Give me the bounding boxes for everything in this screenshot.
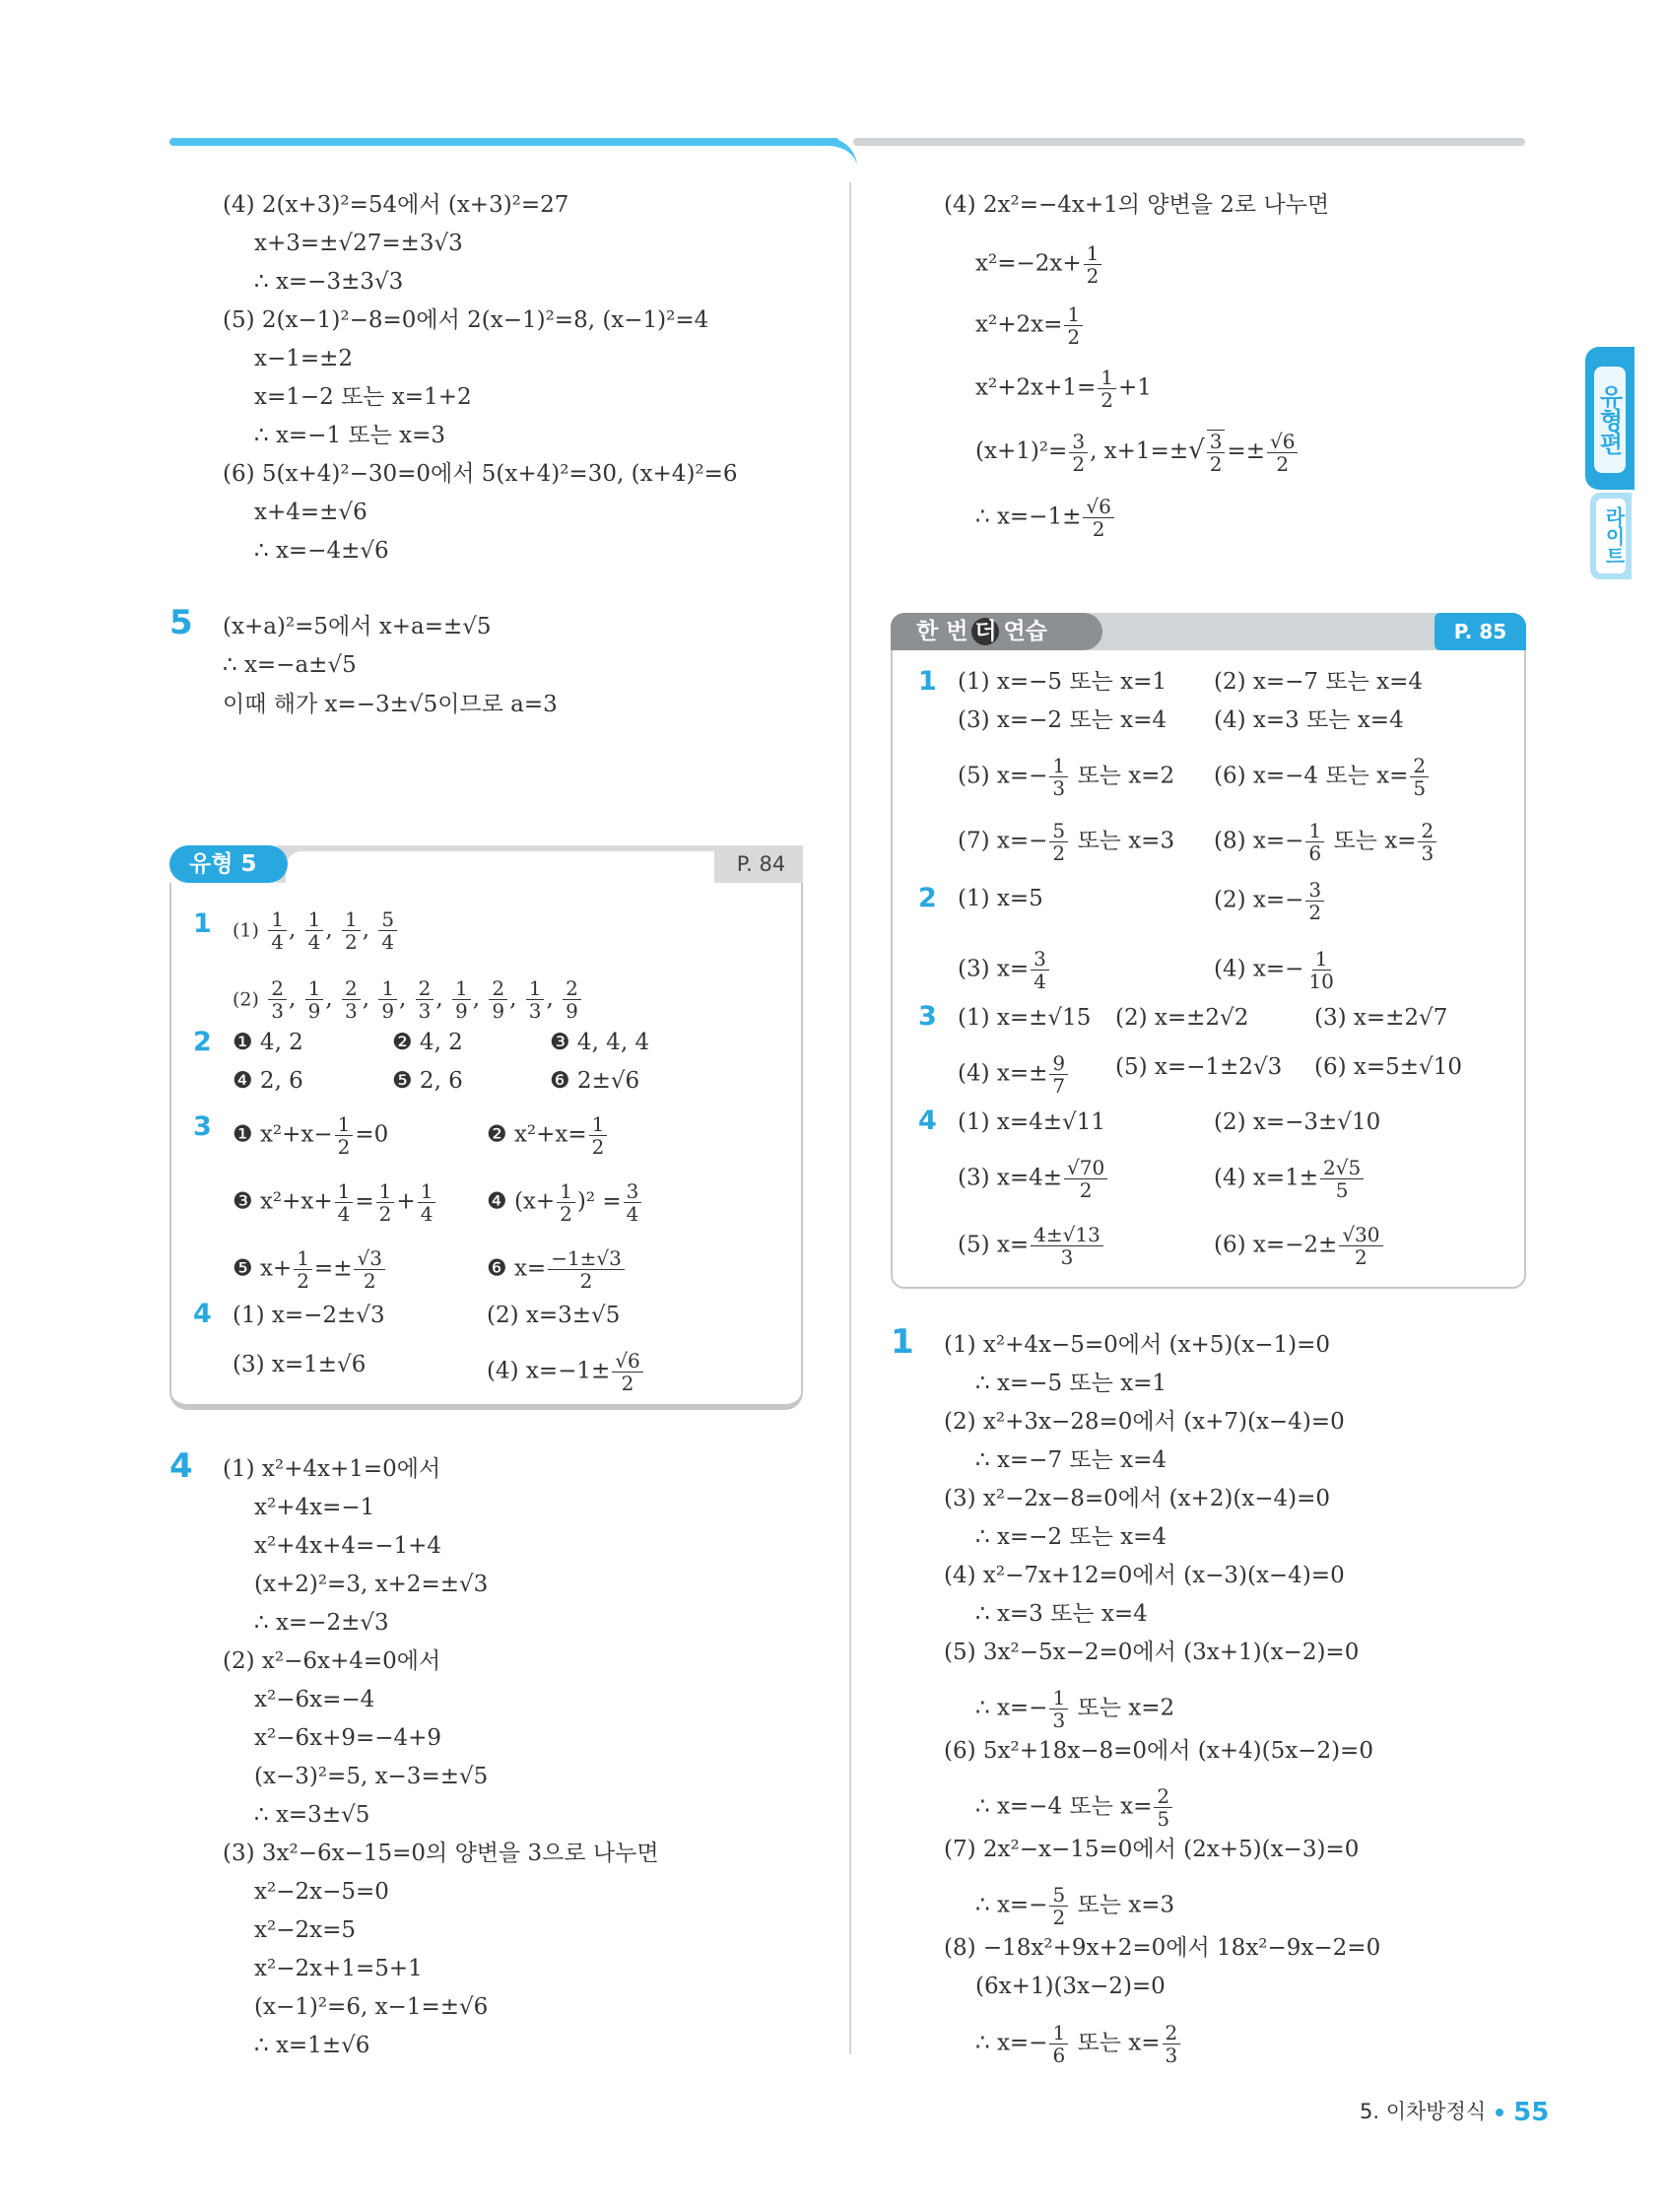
text-line: (8) −18x²+9x+2=0에서 18x²−9x−2=0 [944,1935,1381,1961]
text-line: ❷ 4, 2 [392,1030,463,1055]
answer-row: ∴ x=− $\frac{5}{2}$ 또는 x=3 [975,1883,1175,1929]
text-line: x+3=±√27=±3√3 [254,231,463,256]
text-line: (6x+1)(3x−2)=0 [975,1974,1166,1999]
text-line: x²+4x=−1 [254,1495,375,1520]
answer-row: (x+1)²= $\frac{3}{2}$ , x+1=±√ $\frac{3}{2}$ =± $\frac{√6}{2}$ [975,430,1300,475]
answer-row: ❻ x= $\frac{-1\pm√3}{2}$ [487,1247,627,1292]
text-line: x=1−2 또는 x=1+2 [254,384,472,410]
fraction: $\frac{2}{3}$ [416,977,434,1022]
fraction: $\frac{1}{3}$ [1049,755,1068,799]
text-line: ❹ 2, 6 [233,1068,303,1094]
answer-row: (2) x=− $\frac{3}{2}$ [1214,879,1326,923]
column-divider [849,182,851,2054]
text-line: (3) 3x²−6x−15=0의 양변을 3으로 나누면 [223,1841,659,1866]
fraction: $\frac{√3}{2}$ [354,1247,384,1292]
text-line: (1) x²+4x+1=0에서 [223,1456,441,1482]
text-line: (x+2)²=3, x+2=±√3 [254,1572,489,1597]
text-line: (2) x=3±√5 [487,1303,621,1328]
text-line: x²−6x+9=−4+9 [254,1725,442,1751]
fraction: $\frac{3}{2}$ [1305,879,1324,923]
fraction: $\frac{2}{5}$ [1154,1785,1172,1830]
question-number: 3 [918,1001,937,1032]
answer-row: (8) x=− $\frac{1}{6}$ 또는 x= $\frac{2}{3}$ [1214,820,1438,864]
text-line: (2) x=±2√2 [1115,1005,1249,1031]
text-line: (3) x=−2 또는 x=4 [958,707,1167,733]
text-line: (5) x=−1±2√3 [1115,1054,1283,1080]
question-number: 1 [193,908,212,939]
text-line: (1) x=−2±√3 [233,1303,385,1328]
fraction: $\frac{1}{2}$ [335,1113,354,1158]
text-line: (5) 2(x−1)²−8=0에서 2(x−1)²=8, (x−1)²=4 [223,307,709,333]
practice-title: 한 번 더 연습 [891,613,1102,650]
text-line: ∴ x=−5 또는 x=1 [975,1371,1168,1396]
fraction: $\frac{2}{9}$ [489,977,507,1022]
question-number: 4 [193,1299,212,1329]
question-number: 3 [193,1111,212,1142]
fraction: $\frac{4\pm√13}{3}$ [1031,1224,1103,1268]
fraction: $\frac{1}{2}$ [342,908,361,953]
fraction: $\frac{3}{4}$ [1031,948,1049,992]
text-line: (1) x=±√15 [958,1005,1092,1031]
problem-number: 1 [891,1322,914,1362]
text-line: (4) x=3 또는 x=4 [1214,707,1404,733]
answer-row: ❸ x²+x+ $\frac{1}{4}$ = $\frac{1}{2}$ + $\frac{1}{4}$ [233,1180,437,1225]
answer-row: (5) x=− $\frac{1}{3}$ 또는 x=2 [958,754,1175,800]
text-line: (3) x=1±√6 [233,1352,367,1377]
type5-label: 유형 5 [169,845,288,883]
practice-page-ref: P. 85 [1434,613,1526,650]
text-line: (1) x=4±√11 [958,1109,1105,1135]
text-line: (2) x=−7 또는 x=4 [1214,669,1423,695]
fraction: $\frac{2√5}{5}$ [1320,1157,1364,1201]
text-line: ∴ x=−3±3√3 [254,269,404,295]
answer-row: (6) x=−2± $\frac{√30}{2}$ [1214,1224,1385,1268]
answer-row: ∴ x=− $\frac{1}{6}$ 또는 x= $\frac{2}{3}$ [975,2022,1182,2066]
answer-row: (1) $\frac{1}{4}$ , $\frac{1}{4}$ , $\frac{1}{2}$ , $\frac{5}{4}$ [233,908,399,953]
answer-row: x²+2x= $\frac{1}{2}$ [975,303,1085,348]
text-line: x²−6x=−4 [254,1687,375,1712]
text-line: x²−2x−5=0 [254,1879,389,1905]
answer-row: (2) $\frac{2}{3}$ , $\frac{1}{9}$ , $\frac{2}{3}$ , $\frac{1}{9}$ , $\frac{2}{3}$ , $\frac{1}{9}$ , $\frac{2}{9}$ , $\frac{1}{3}$ , $\frac{2}{9}$ [233,977,583,1022]
fraction: $\frac{1}{4}$ [268,908,287,953]
top-bar-left [169,138,839,146]
text-line: ∴ x=−1 또는 x=3 [254,423,446,448]
footer-dot-icon [1496,2109,1503,2116]
label: (2) [233,988,259,1011]
fraction: $\frac{1}{4}$ [418,1180,436,1225]
text-line: (6) 5x²+18x−8=0에서 (x+4)(5x−2)=0 [944,1738,1373,1764]
answer-row: ❷ x²+x= $\frac{1}{2}$ [487,1113,609,1158]
fraction: $\frac{5}{4}$ [378,908,397,953]
text-line: ❺ 2, 6 [392,1068,463,1094]
fraction: $\frac{5}{2}$ [1049,820,1068,864]
page-number: 55 [1513,2098,1550,2127]
text-line: (4) x²−7x+12=0에서 (x−3)(x−4)=0 [944,1563,1345,1588]
text-line: 이때 해가 x=−3±√5이므로 a=3 [223,692,558,717]
answer-row: ∴ x=− $\frac{1}{3}$ 또는 x=2 [975,1686,1175,1732]
answer-row: (3) x=4± $\frac{√70}{2}$ [958,1157,1109,1201]
fraction: $\frac{2}{3}$ [1163,2022,1181,2066]
type5-page-ref: P. 84 [719,845,803,883]
text-line: (6) 5(x+4)²−30=0에서 5(x+4)²=30, (x+4)²=6 [223,461,738,487]
fraction: $\frac{2}{3}$ [268,977,287,1022]
fraction: $\frac{1}{9}$ [305,977,324,1022]
fraction: $\frac{1}{4}$ [305,908,324,953]
text-line: (1) x=5 [958,886,1043,911]
text-line: ∴ x=−2±√3 [254,1610,389,1636]
fraction: $\frac{√30}{2}$ [1339,1224,1382,1268]
fraction: $\frac{1}{2}$ [1084,242,1102,287]
fraction: $\frac{1}{2}$ [1098,367,1116,411]
fraction: $\frac{1}{2}$ [557,1180,575,1225]
problem-number: 4 [169,1446,193,1486]
text-line: ∴ x=−2 또는 x=4 [975,1524,1168,1550]
fraction: $\frac{1}{9}$ [378,977,397,1022]
answer-row: (4) x=± $\frac{9}{7}$ [958,1052,1070,1097]
fraction: $\frac{2}{9}$ [563,977,581,1022]
question-number: 4 [918,1106,937,1136]
fraction: $\frac{1}{9}$ [452,977,471,1022]
fraction: $\frac{√6}{2}$ [1267,431,1298,475]
text-line: ❶ 4, 2 [233,1030,303,1055]
chapter-title: 5. 이차방정식 [1360,2100,1487,2123]
side-tab-main-label: 유형편 [1594,367,1626,473]
answer-row: (6) x=−4 또는 x= $\frac{2}{5}$ [1214,755,1431,799]
fraction: $\frac{5}{2}$ [1049,1884,1068,1928]
fraction: $\frac{9}{7}$ [1049,1052,1068,1097]
answer-row: ❺ x+ $\frac{1}{2}$ =± $\frac{√3}{2}$ [233,1247,387,1292]
side-tab-sub[interactable] [1590,493,1632,579]
text-line: (1) x²+4x−5=0에서 (x+5)(x−1)=0 [944,1332,1331,1358]
answer-row: x²+2x+1= $\frac{1}{2}$ +1 [975,366,1152,412]
answer-row: (5) x= $\frac{4\pm√13}{3}$ [958,1224,1105,1268]
fraction: $\frac{-1\pm√3}{2}$ [548,1247,625,1292]
text-line: x²−2x+1=5+1 [254,1956,423,1981]
fraction: $\frac{1}{2}$ [1064,303,1083,348]
answer-row: ∴ x=−4 또는 x= $\frac{2}{5}$ [975,1785,1174,1830]
text-line: x−1=±2 [254,346,354,371]
text-line: ❻ 2±√6 [550,1068,640,1094]
answer-row: (4) x=− $\frac{1}{10}$ [1214,948,1339,992]
text-line: (2) x=−3±√10 [1214,1109,1381,1135]
fraction: $\frac{3}{4}$ [624,1180,642,1225]
answer-row: ∴ x=−1± $\frac{√6}{2}$ [975,496,1116,540]
text-line: (2) x²−6x+4=0에서 [223,1648,441,1674]
text-line: (2) x²+3x−28=0에서 (x+7)(x−4)=0 [944,1409,1345,1435]
type5-header-bar-inner [286,851,714,883]
answer-row: ❹ (x+ $\frac{1}{2}$ )² = $\frac{3}{4}$ [487,1180,643,1225]
text-line: (4) 2(x+3)²=54에서 (x+3)²=27 [223,192,569,218]
text-line: ❸ 4, 4, 4 [550,1030,650,1055]
fraction: $\frac{1}{4}$ [335,1180,354,1225]
fraction: $\frac{1}{3}$ [1049,1687,1068,1731]
answer-row: (3) x= $\frac{3}{4}$ [958,948,1051,992]
fraction: $\frac{1}{3}$ [526,977,545,1022]
text-line: (1) x=−5 또는 x=1 [958,669,1167,695]
answer-row: (4) x=−1± $\frac{√6}{2}$ [487,1350,645,1394]
text-line: (x−1)²=6, x−1=±√6 [254,1994,489,2020]
question-number: 1 [918,666,937,697]
text-line: x²+4x+4=−1+4 [254,1533,442,1559]
fraction: $\frac{2}{3}$ [1418,820,1436,864]
answer-row: x²=−2x+ $\frac{1}{2}$ [975,242,1103,287]
answer-row: (4) x=1± $\frac{2√5}{5}$ [1214,1157,1366,1201]
side-tab-main[interactable] [1585,347,1635,490]
text-line: ∴ x=−a±√5 [223,652,357,678]
text-line: (5) 3x²−5x−2=0에서 (3x+1)(x−2)=0 [944,1640,1360,1665]
text-line: (x+a)²=5에서 x+a=±√5 [223,614,492,639]
fraction: $\frac{1}{6}$ [1049,2022,1068,2066]
fraction: $\frac{3}{2}$ [1069,431,1088,475]
fraction: $\frac{3}{2}$ [1207,430,1226,475]
fraction: $\frac{1}{10}$ [1308,947,1334,993]
fraction: $\frac{1}{6}$ [1305,820,1324,864]
fraction: $\frac{√6}{2}$ [612,1350,642,1394]
text-line: ∴ x=1±√6 [254,2033,370,2058]
text-line: (3) x=±2√7 [1314,1005,1448,1031]
answer-row: (7) x=− $\frac{5}{2}$ 또는 x=3 [958,819,1175,865]
label: (1) [233,919,259,942]
top-bar-right [853,138,1525,146]
fraction: $\frac{1}{2}$ [376,1180,395,1225]
text-line: (7) 2x²−x−15=0에서 (2x+5)(x−3)=0 [944,1837,1360,1862]
text-line: x²−2x=5 [254,1917,356,1943]
text-line: (3) x²−2x−8=0에서 (x+2)(x−4)=0 [944,1486,1331,1511]
fraction: $\frac{1}{2}$ [589,1113,608,1158]
page-footer [1360,2096,1549,2127]
answer-row: ❶ x²+x− $\frac{1}{2}$ =0 [233,1112,389,1159]
top-bar-curve [808,138,857,168]
fraction: $\frac{√6}{2}$ [1083,496,1113,540]
text-line: (6) x=5±√10 [1314,1054,1462,1080]
side-tab-sub-label: 라이트 [1596,499,1626,573]
problem-number: 5 [169,603,193,642]
question-number: 2 [193,1027,212,1057]
fraction: $\frac{2}{3}$ [342,977,361,1022]
fraction: $\frac{√70}{2}$ [1064,1157,1107,1201]
text-line: ∴ x=−4±√6 [254,538,389,564]
question-number: 2 [918,883,937,913]
text-line: ∴ x=−7 또는 x=4 [975,1447,1168,1473]
fraction: $\frac{2}{5}$ [1410,755,1429,799]
text-line: (x−3)²=5, x−3=±√5 [254,1764,489,1789]
text-line: x+4=±√6 [254,500,367,525]
text-line: (4) 2x²=−4x+1의 양변을 2로 나누면 [944,192,1330,218]
text-line: ∴ x=3±√5 [254,1802,370,1828]
fraction: $\frac{1}{2}$ [294,1247,312,1292]
text-line: ∴ x=3 또는 x=4 [975,1601,1148,1627]
